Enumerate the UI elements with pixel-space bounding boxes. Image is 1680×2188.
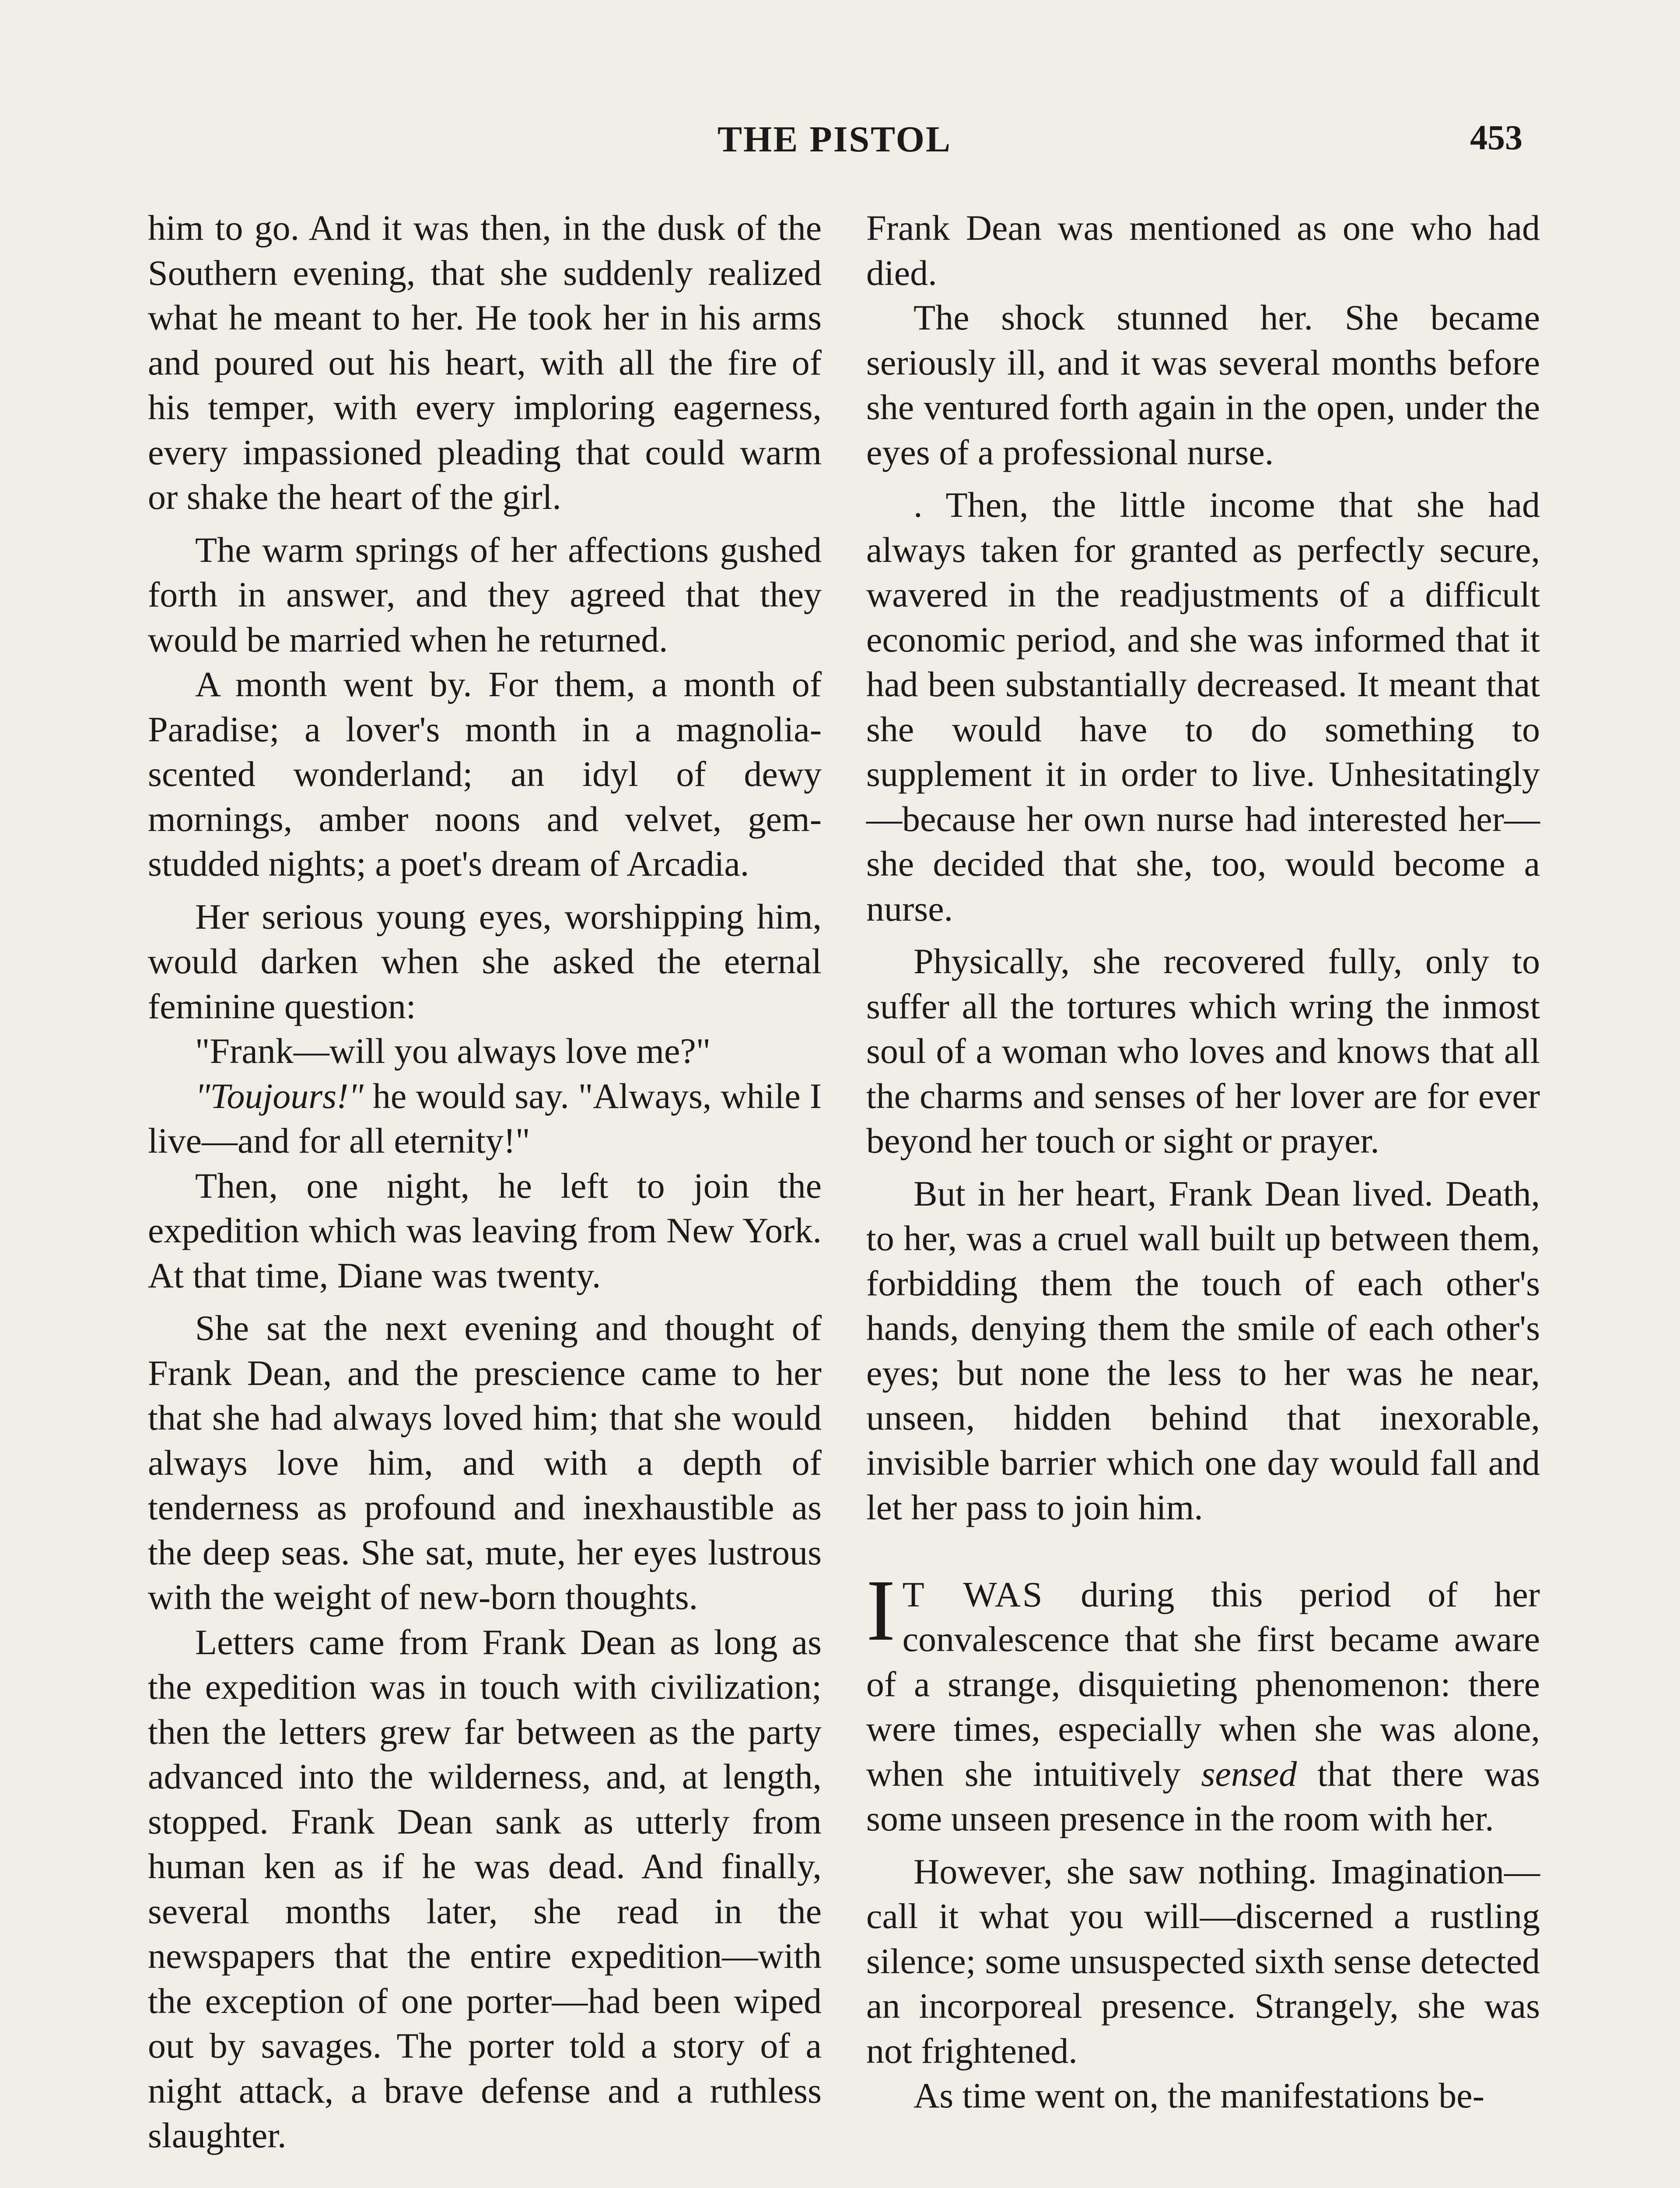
paragraph: As time went on, the manifestations be- [914, 2076, 1484, 2115]
paragraph: Her serious young eyes, worshipping him, would darken when she asked the eternal feminine question: [148, 896, 822, 1026]
page-number: 453 [1470, 119, 1522, 157]
left-column [148, 206, 822, 2158]
paragraph: Physically, she recovered fully, only to suffer all the tortures which wring the inmost soul of a woman who loves and knows that all the charms and senses of her lover are for ever beyond her touch or sight or prayer. [866, 941, 1540, 1161]
italic-word: sensed [1201, 1753, 1297, 1794]
paragraph: him to go. And it was then, in the dusk of the Southern evening, that she suddenly realized what he meant to her. He took her in his arms and poured out his heart, with all the fire of his temper, with every imploring eagerness, every impassioned pleading that could warm or shake the heart of the girl. [148, 208, 822, 517]
paragraph: However, she saw nothing. Imagination—call it what you will—discerned a rustling silence; some unsuspected sixth sense detected an incorporeal presence. Strangely, she was not frightened. [866, 1851, 1540, 2071]
paragraph-dropcap [866, 1562, 1540, 1841]
paragraph: A month went by. For them, a month of Paradise; a lover's month in a magnolia-scented wonderland; an idyl of dewy mornings, amber noons and velvet, gem-studded nights; a poet's dream of Arcadia. [148, 664, 822, 884]
italic-phrase: "Toujours!" [195, 1076, 364, 1116]
paragraph: Then, one night, he left to join the expedition which was leaving from New York. At that time, Diane was twenty. [148, 1165, 822, 1295]
small-caps-run: T WAS [902, 1574, 1044, 1614]
paragraph: She sat the next evening and thought of Frank Dean, and the prescience came to her that she had always loved him; that she would always love him, and with a depth of tenderness as profound and inexhaustible as the deep seas. She sat, mute, her eyes lustrous with the weight of new-born thoughts. [148, 1308, 822, 1617]
drop-cap: I [866, 1562, 896, 1659]
paragraph: The shock stunned her. She became seriously ill, and it was several months before she ventured forth again in the open, under the eyes of a professional nurse. [866, 298, 1540, 472]
text-run: that there was some unseen presence in the room with her. [866, 1753, 1540, 1838]
paragraph [148, 1074, 822, 1164]
text-run: he would say. "Always, while I live—and for all eternity!" [148, 1076, 822, 1161]
running-title: THE PISTOL [718, 119, 952, 160]
paragraph: Letters came from Frank Dean as long as the expedition was in touch with civilization; then the letters grew far between as the party advanced into the wilderness, and, at length, stopped. Frank Dean sank as utterly from human ken as if he was dead. And finally, several months later, she read in the newspapers that the entire expedition—with the exception of one porter—had been wiped out by savages. The porter told a story of a night attack, a brave defense and a ruthless slaughter. [148, 1622, 822, 2155]
text-run: during this period of her convalescence that she first became aware of a strange, disquieting phenomenon: there were times, especially when she was alone, when she intuitively [866, 1574, 1540, 1794]
paragraph: Frank Dean was mentioned as one who had died. [866, 208, 1540, 293]
right-column [866, 206, 1540, 2118]
paragraph: "Frank—will you always love me?" [195, 1031, 711, 1071]
paragraph: The warm springs of her affections gushed forth in answer, and they agreed that they would be married when he returned. [148, 529, 822, 659]
paragraph: . Then, the little income that she had always taken for granted as perfectly secure, wavered in the readjustments of a difficult economic period, and she was informed that it had been substantially decreased. It meant that she would have to do something to supplement it in order to live. Unhesitatingly—because her own nurse had interested her—she decided that she, too, would become a nurse. [866, 485, 1540, 929]
paragraph: But in her heart, Frank Dean lived. Death, to her, was a cruel wall built up between them, forbidding them the touch of each other's hands, denying them the smile of each other's eyes; but none the less to her was he near, unseen, hidden behind that inexorable, invisible barrier which one day would fall and let her pass to join him. [866, 1173, 1540, 1527]
